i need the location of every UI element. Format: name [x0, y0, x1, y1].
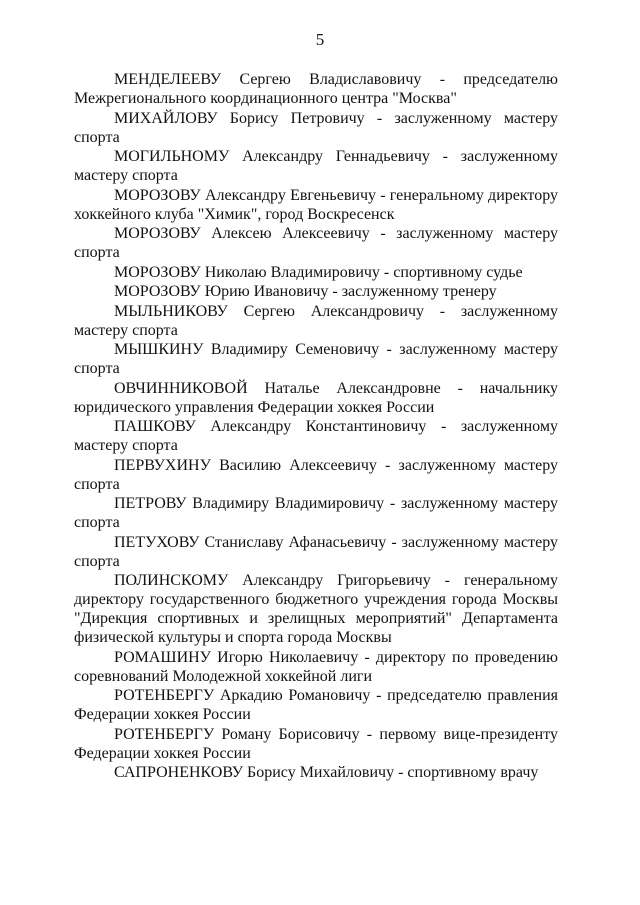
- list-item: МОРОЗОВУ Юрию Ивановичу - заслуженному тренеру: [114, 283, 497, 300]
- list-item: РОТЕНБЕРГУ Аркадию Романовичу - председателю правления Федерации хоккея России: [74, 687, 558, 723]
- list-item: САПРОНЕНКОВУ Борису Михайловичу - спортивному врачу: [114, 764, 539, 781]
- list-item: МОРОЗОВУ Алексею Алексеевичу - заслуженному мастеру спорта: [74, 225, 558, 261]
- list-item: ПАШКОВУ Александру Константиновичу - заслуженному мастеру спорта: [74, 418, 558, 454]
- award-list: [74, 70, 558, 783]
- list-item: МИХАЙЛОВУ Борису Петровичу - заслуженному мастеру спорта: [74, 109, 558, 146]
- list-item: МОРОЗОВУ Николаю Владимировичу - спортивному судье: [114, 263, 523, 281]
- list-item: МЫШКИНУ Владимиру Семеновичу - заслуженному мастеру спорта: [74, 341, 558, 377]
- list-item: ПЕТРОВУ Владимиру Владимировичу - заслуженному мастеру спорта: [74, 495, 558, 531]
- list-item: ПЕТУХОВУ Станиславу Афанасьевичу - заслуженному мастеру спорта: [74, 533, 558, 570]
- list-item: ПЕРВУХИНУ Василию Алексеевичу - заслуженному мастеру спорта: [74, 456, 558, 493]
- list-item: МЕНДЕЛЕЕВУ Сергею Владиславовичу - председателю Межрегионального координационного центра "Москва": [74, 71, 558, 107]
- list-item: ОВЧИННИКОВОЙ Наталье Александровне - начальнику юридического управления Федерации хоккея России: [74, 379, 558, 416]
- list-item: МЫЛЬНИКОВУ Сергею Александровичу - заслуженному мастеру спорта: [74, 302, 558, 339]
- list-item: МОРОЗОВУ Александру Евгеньевичу - генеральному директору хоккейного клуба "Химик", город Воскресенск: [74, 186, 558, 223]
- list-item: МОГИЛЬНОМУ Александру Геннадьевичу - заслуженному мастеру спорта: [74, 148, 558, 184]
- list-item: РОТЕНБЕРГУ Роману Борисовичу - первому вице-президенту Федерации хоккея России: [74, 725, 558, 762]
- page-number: 5: [315, 30, 325, 49]
- list-item: ПОЛИНСКОМУ Александру Григорьевичу - генеральному директору государственного бюджетного учреждения города Москвы "Дирекция спортивных и зрелищных мероприятий" Департамента физической культуры и спорта города Москвы: [74, 572, 558, 646]
- list-item: РОМАШИНУ Игорю Николаевичу - директору по проведению соревнований Молодежной хоккейной лиги: [74, 648, 558, 685]
